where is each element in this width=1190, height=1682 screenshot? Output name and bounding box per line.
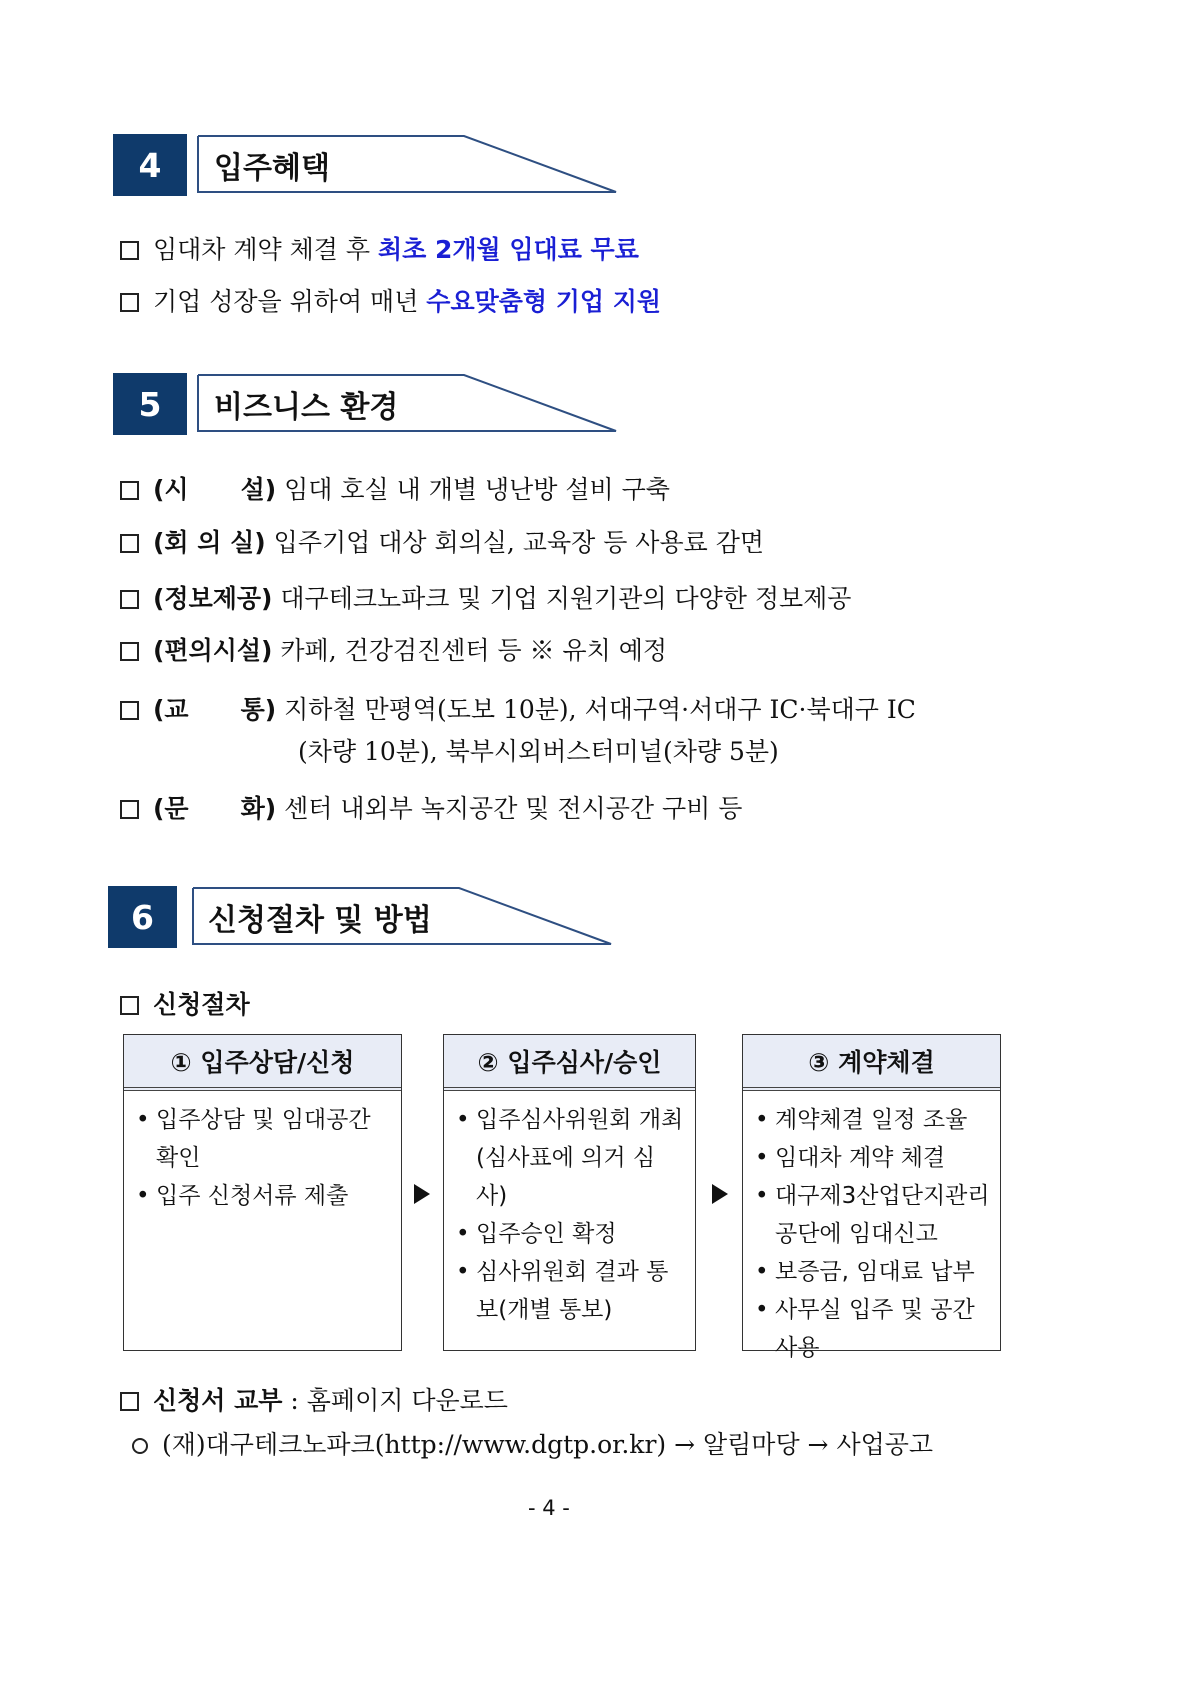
env-transport-continued: (차량 10분), 북부시외버스터미널(차량 5분) <box>298 737 779 766</box>
checkbox-square-icon <box>120 1392 139 1411</box>
section-title-procedure: 신청절차 및 방법 <box>208 903 432 938</box>
process-step-title: ③ 계약체결 <box>743 1035 1000 1091</box>
application-form-line: 신청서 교부 : 홈페이지 다운로드 <box>120 1384 508 1418</box>
env-transport: (교 통) 지하철 만평역(도보 10분), 서대구역·서대구 IC·북대구 IC <box>120 693 916 727</box>
list-item: • 입주심사위원회 개최 (심사표에 의거 심사) <box>454 1101 685 1215</box>
procedure-heading: 신청절차 <box>120 988 250 1022</box>
list-item: • 계약체결 일정 조율 <box>753 1101 990 1139</box>
env-facility: (시 설) 임대 호실 내 개별 냉난방 설비 구축 <box>120 473 670 507</box>
env-information: (정보제공) 대구테크노파크 및 기업 지원기관의 다양한 정보제공 <box>120 582 851 616</box>
checkbox-square-icon <box>120 590 139 609</box>
checkbox-square-icon <box>120 241 139 260</box>
section-title-environment: 비즈니스 환경 <box>214 390 399 425</box>
section-number-5: 5 <box>113 373 187 435</box>
env-convenience: (편의시설) 카페, 건강검진센터 등 ※ 유치 예정 <box>120 634 667 668</box>
list-item: • 대구제3산업단지관리 공단에 임대신고 <box>753 1177 990 1253</box>
checkbox-square-icon <box>120 481 139 500</box>
page-number: - 4 - <box>528 1496 570 1520</box>
benefit-line-2: 기업 성장을 위하여 매년 수요맞춤형 기업 지원 <box>120 285 661 319</box>
list-item: • 심사위원회 결과 통보(개별 통보) <box>454 1253 685 1329</box>
checkbox-square-icon <box>120 800 139 819</box>
list-item: • 임대차 계약 체결 <box>753 1139 990 1177</box>
env-culture: (문 화) 센터 내외부 녹지공간 및 전시공간 구비 등 <box>120 792 742 826</box>
process-step-title: ① 입주상담/신청 <box>124 1035 401 1091</box>
application-path: (재)대구테크노파크(http://www.dgtp.or.kr) → 알림마당 → 사업공고 <box>132 1428 933 1462</box>
process-step-title: ② 입주심사/승인 <box>444 1035 695 1091</box>
section-title-benefits: 입주혜택 <box>214 151 330 186</box>
list-item: • 보증금, 임대료 납부 <box>753 1253 990 1291</box>
process-step-3 <box>742 1034 1001 1361</box>
section-number-6: 6 <box>108 886 177 948</box>
list-item: • 사무실 입주 및 공간 사용 <box>753 1291 990 1367</box>
checkbox-square-icon <box>120 701 139 720</box>
process-step-2 <box>443 1034 696 1351</box>
arrow-right-icon <box>414 1184 430 1204</box>
benefit-line-1: 임대차 계약 체결 후 최초 2개월 임대료 무료 <box>120 233 639 267</box>
checkbox-square-icon <box>120 642 139 661</box>
list-item: • 입주 신청서류 제출 <box>134 1177 391 1215</box>
circle-bullet-icon <box>132 1438 148 1454</box>
section-number-4: 4 <box>113 134 187 196</box>
checkbox-square-icon <box>120 996 139 1015</box>
checkbox-square-icon <box>120 534 139 553</box>
list-item: • 입주상담 및 임대공간 확인 <box>134 1101 391 1177</box>
process-step-1 <box>123 1034 402 1351</box>
env-meeting-room: (회 의 실) 입주기업 대상 회의실, 교육장 등 사용료 감면 <box>120 526 764 560</box>
list-item: • 입주승인 확정 <box>454 1215 685 1253</box>
arrow-right-icon <box>712 1184 728 1204</box>
checkbox-square-icon <box>120 293 139 312</box>
